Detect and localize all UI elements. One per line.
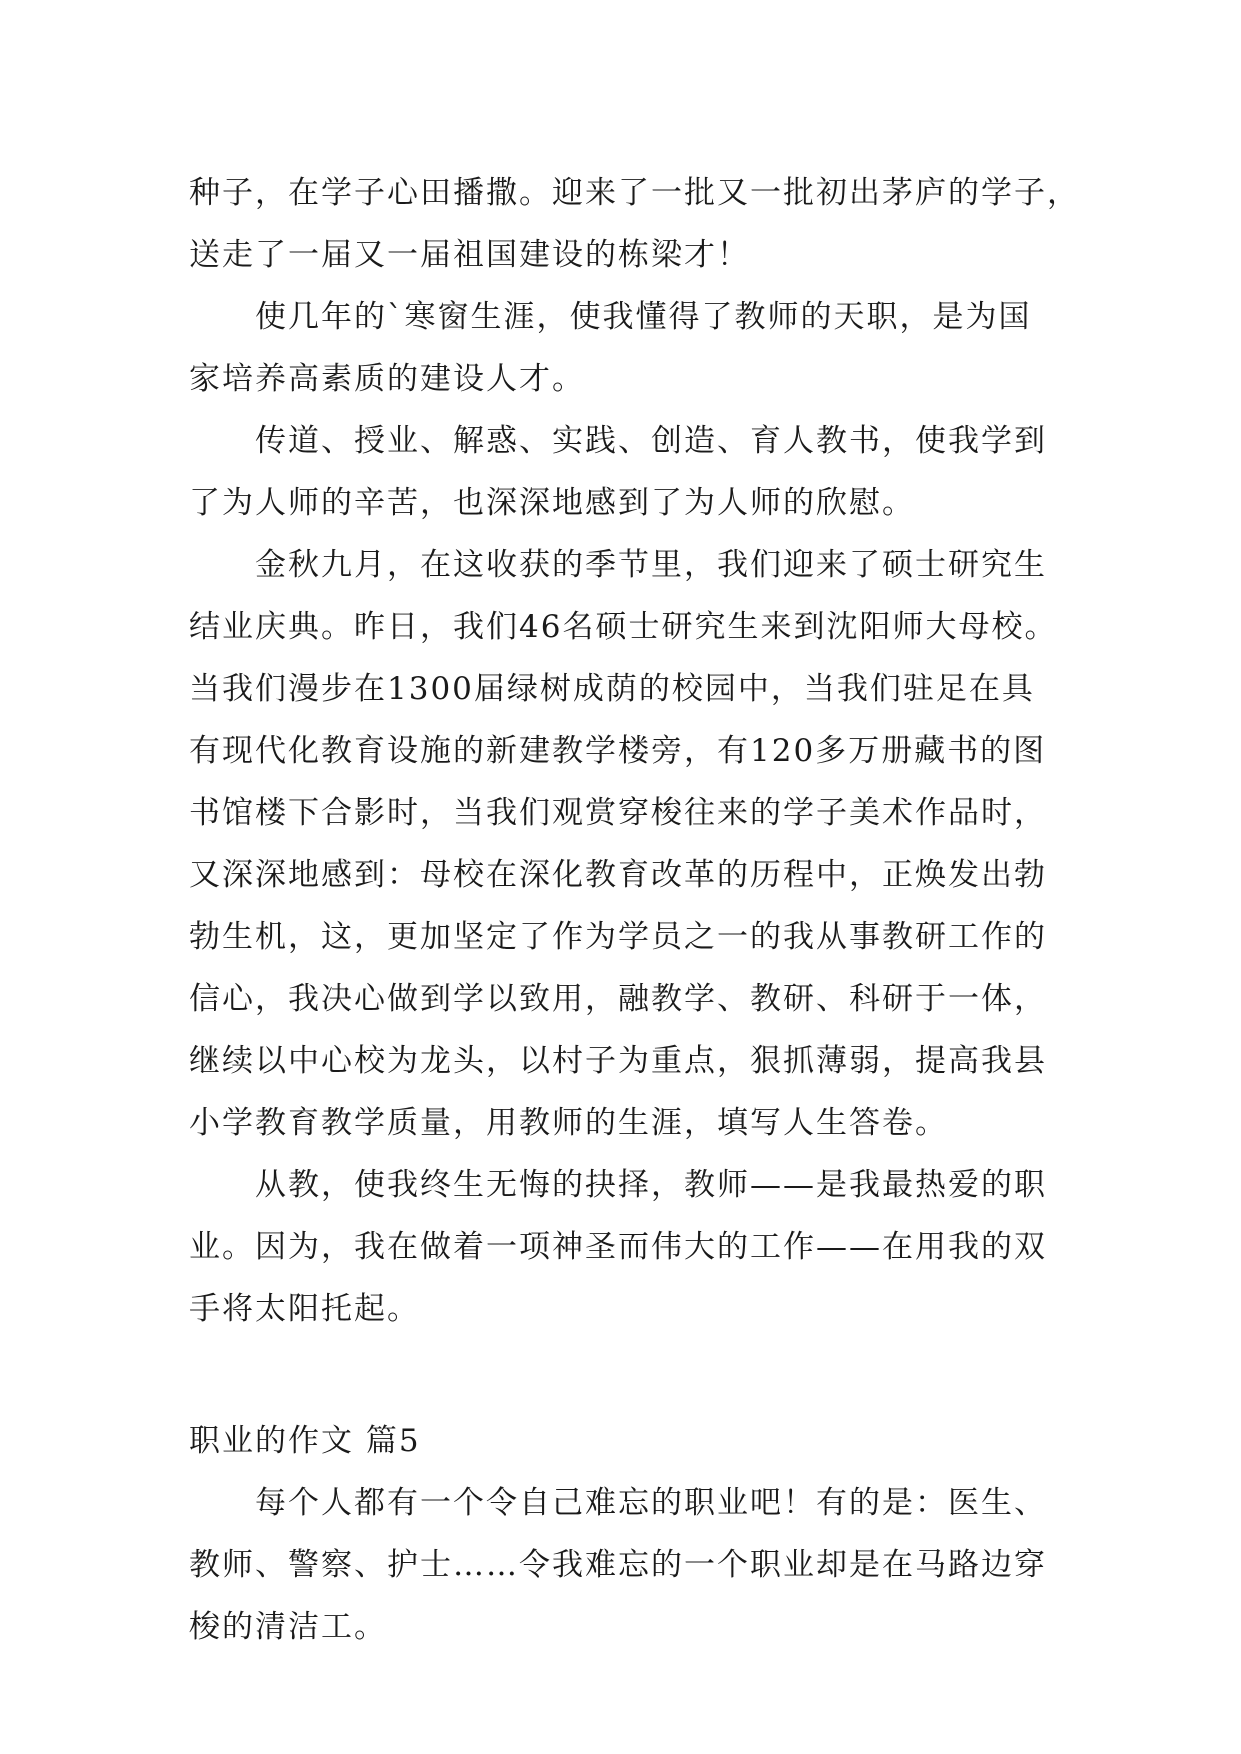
text-line: 每个人都有一个令自己难忘的职业吧！有的是：医生、 (255, 1485, 1047, 1521)
text-line: 使几年的`寒窗生涯，使我懂得了教师的天职，是为国 (255, 299, 1032, 335)
text-line: 小学教育教学质量，用教师的生涯，填写人生答卷。 (189, 1105, 948, 1141)
text-line: 继续以中心校为龙头，以村子为重点，狠抓薄弱，提高我县 (189, 1043, 1047, 1079)
text-line: 书馆楼下合影时，当我们观赏穿梭往来的学子美术作品时， (189, 795, 1047, 831)
paragraph (189, 534, 1059, 1154)
text-line: 送走了一届又一届祖国建设的栋梁才！ (189, 237, 750, 273)
text-line: 了为人师的辛苦，也深深地感到了为人师的欣慰。 (189, 485, 915, 521)
paragraph (189, 286, 1059, 410)
text-line: 从教，使我终生无悔的抉择，教师——是我最热爱的职 (255, 1167, 1047, 1203)
text-line: 金秋九月，在这收获的季节里，我们迎来了硕士研究生 (255, 547, 1047, 583)
section-gap (189, 1340, 1059, 1410)
paragraph (189, 162, 1080, 286)
text-line: 又深深地感到：母校在深化教育改革的历程中，正焕发出勃 (189, 857, 1047, 893)
paragraph (189, 410, 1059, 534)
text-line: 种子，在学子心田播撒。迎来了一批又一批初出茅庐的学子， (189, 175, 1080, 211)
text-line: 传道、授业、解惑、实践、创造、育人教书，使我学到 (255, 423, 1047, 459)
paragraph (189, 1154, 1059, 1340)
text-line: 手将太阳托起。 (189, 1291, 420, 1327)
text-line: 信心，我决心做到学以致用，融教学、教研、科研于一体， (189, 981, 1047, 1017)
text-line: 勃生机，这，更加坚定了作为学员之一的我从事教研工作的 (189, 919, 1047, 955)
text-line: 当我们漫步在1300届绿树成荫的校园中，当我们驻足在具 (189, 671, 1035, 707)
text-line: 有现代化教育设施的新建教学楼旁，有120多万册藏书的图 (189, 733, 1047, 769)
text-line: 教师、警察、护士……令我难忘的一个职业却是在马路边穿 (189, 1547, 1047, 1583)
text-line: 结业庆典。昨日，我们46名硕士研究生来到沈阳师大母校。 (189, 609, 1058, 645)
document-body (189, 162, 1080, 1658)
text-line: 业。因为，我在做着一项神圣而伟大的工作——在用我的双 (189, 1229, 1047, 1265)
text-line: 梭的清洁工。 (189, 1609, 387, 1645)
paragraph (189, 1472, 1059, 1658)
section-heading: 职业的作文 篇5 (189, 1423, 421, 1459)
text-line: 家培养高素质的建设人才。 (189, 361, 585, 397)
